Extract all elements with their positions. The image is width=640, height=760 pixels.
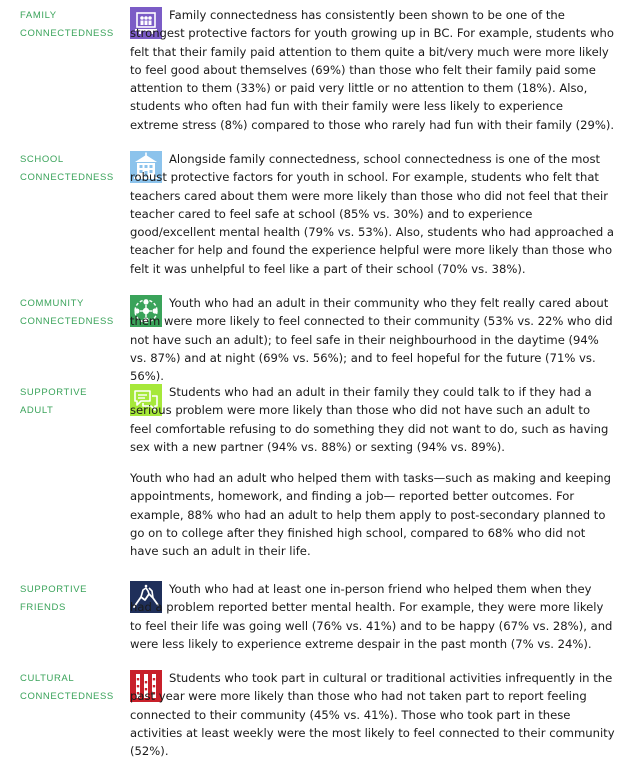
- paragraph: Students who took part in cultural or traditional activities infrequently in the past year were more likely than those who had not taken part to report feeling connected to their community (45% vs. 41%). Those who took part in these activities at least weekly were the most likely to feel connected to their community (52%).: [130, 671, 615, 759]
- section-body: [130, 580, 615, 653]
- section-label: COMMUNITY CONNECTEDNESS: [20, 298, 114, 327]
- paragraph: Youth who had an adult in their community who they felt really cared about them were more likely to feel connected to their community (53% vs. 22% who did not have such an adult); to feel safe in their neighbourhood in the daytime (94% vs. 87%) and at night (69% vs. 56%); and to feel hopeful for the future (71% vs. 56%).: [130, 296, 613, 384]
- paragraph: Youth who had at least one in-person friend who helped them when they had a problem reported better mental health. For example, they were more likely to feel their life was going well (76% vs. 41%) and to be happy (67% vs. 28%), and were less likely to experience extreme despair in the past month (7% vs. 24%).: [130, 582, 613, 651]
- paragraph: Family connectedness has consistently been shown to be one of the strongest protective factors for youth growing up in BC. For example, students who felt that their family paid attention to them quite a bit/very much were more likely to feel good about themselves (69%) than those who felt their family paid some attention to them (33%) or paid very little or no attention to them (18%). Also, students who often had fun with their family were less likely to experience extreme stress (8%) compared to those who rarely had fun with their family (29%).: [130, 8, 615, 132]
- section-label: SUPPORTIVE ADULT: [20, 387, 88, 416]
- paragraph: Alongside family connectedness, school connectedness is one of the most robust protective factors for youth in school. For example, students who felt that teachers cared about them were more likely than those who did not feel that their teacher cared to feel safe at school (85% vs. 30%) and to experience good/excellent mental health (79% vs. 53%). Also, students who had approached a teacher for help and found the experience helpful were more likely than those who felt it was unhelpful to feel like a part of their school (70% vs. 38%).: [130, 152, 615, 276]
- section-body: [130, 150, 615, 278]
- section-label: SUPPORTIVE FRIENDS: [20, 584, 88, 613]
- paragraph: Youth who had an adult who helped them with tasks—such as making and keeping appointments, homework, and finding a job— reported better outcomes. For example, 88% who had an adult to help them apply to post-secondary planned to go on to college after they finished high school, compared to 68% who did not have such an adult in their life.: [130, 471, 611, 559]
- section-body: [130, 294, 615, 385]
- section-body: [130, 669, 615, 760]
- section-label: SCHOOL CONNECTEDNESS: [20, 154, 114, 183]
- paragraph: Students who had an adult in their family they could talk to if they had a serious problem were more likely than those who did not have such an adult to feel comfortable refusing to do something they did not want to do, such as having sex with a new partner (94% vs. 88%) or sexting (94% vs. 89%).: [130, 385, 609, 454]
- section-body: [130, 6, 615, 134]
- section-body: [130, 383, 615, 561]
- section-label: CULTURAL CONNECTEDNESS: [20, 673, 114, 702]
- section-label: FAMILY CONNECTEDNESS: [20, 10, 114, 39]
